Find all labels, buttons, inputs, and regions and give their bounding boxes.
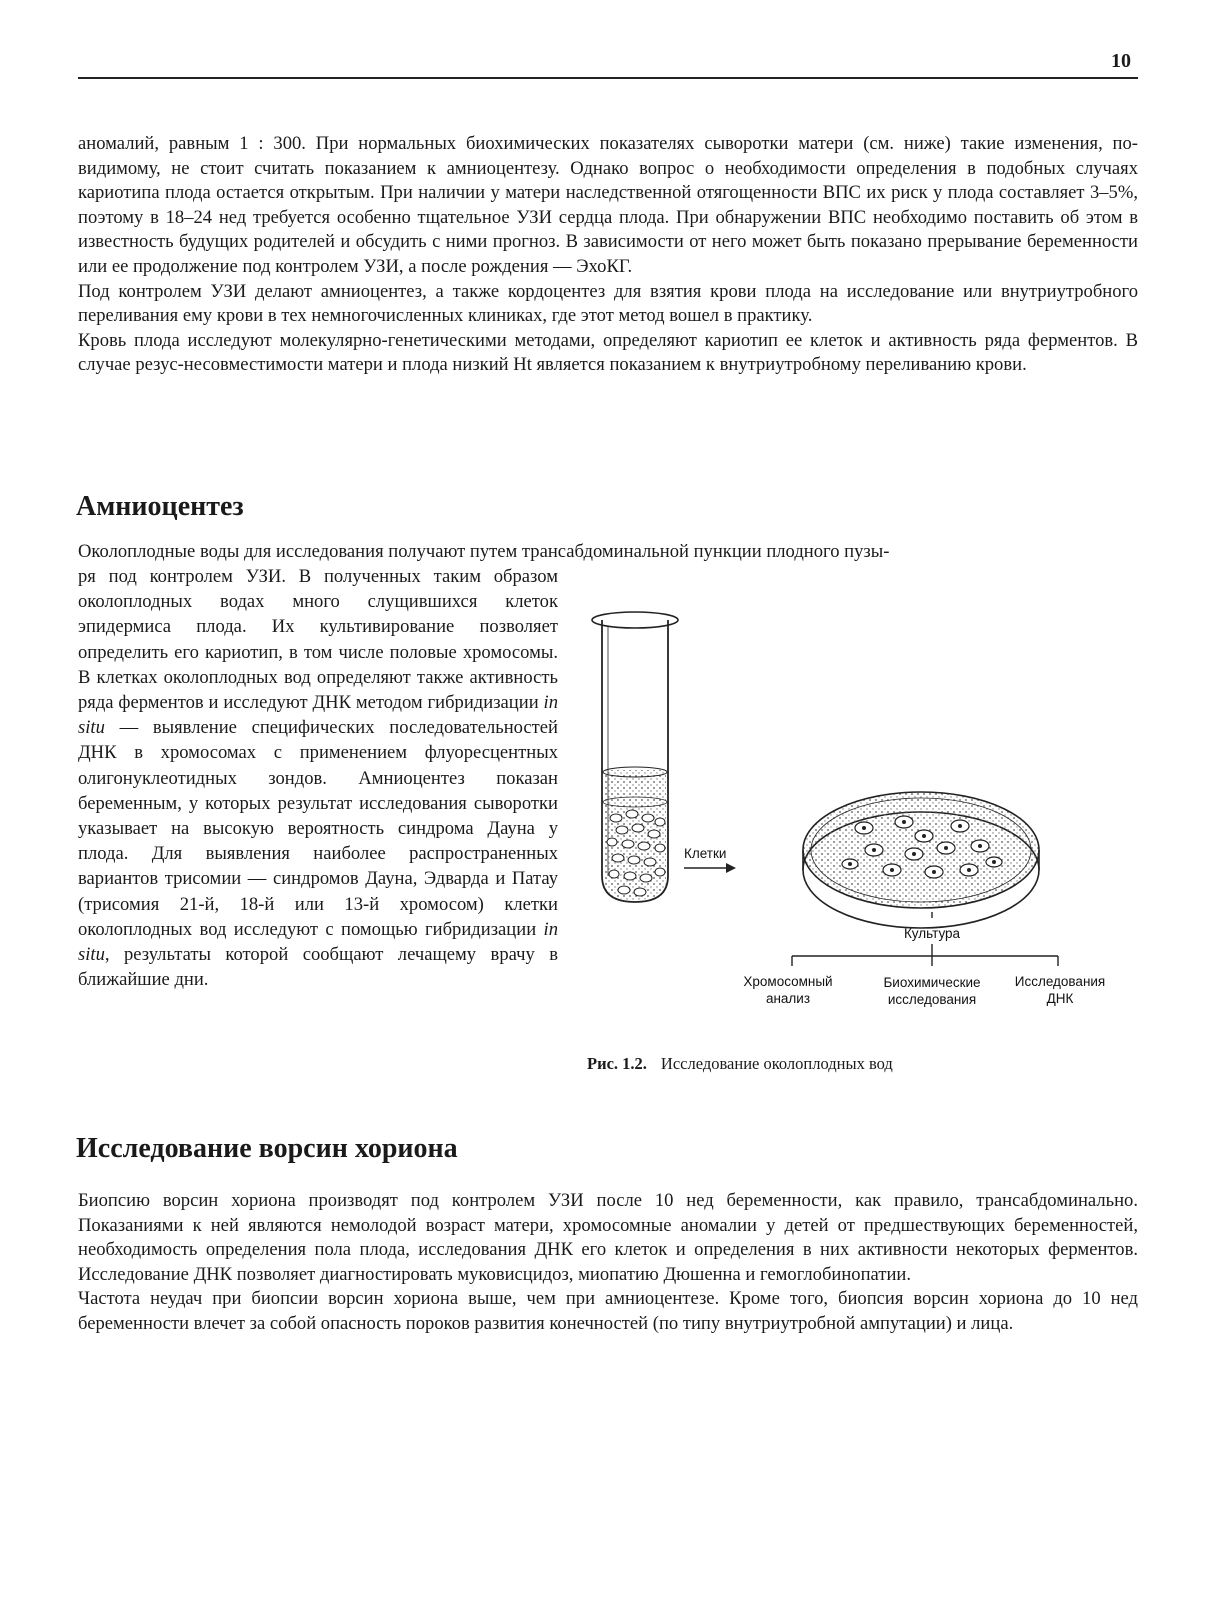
paragraph: Под контролем УЗИ делают амниоцентез, а также кордоцентез для взятия крови плода на исследование или внутриутробного переливания ему крови в тех немногочисленных клиниках, где этот метод вошел в практику. <box>78 280 1138 327</box>
header-rule <box>78 77 1138 79</box>
figure-caption-label: Рис. 1.2. <box>587 1054 647 1073</box>
amniocentesis-column-text <box>78 564 558 992</box>
branch-label-dna-line2: ДНК <box>1046 991 1074 1006</box>
page-number: 10 <box>1111 50 1131 72</box>
branch-label-chromosome-line2: анализ <box>765 991 811 1006</box>
section-heading-amniocentesis: Амниоцентез <box>76 491 244 522</box>
petri-dish-icon <box>803 792 1039 928</box>
branch-label-biochemical-line2: исследования <box>887 992 977 1007</box>
paragraph: Кровь плода исследуют молекулярно-генетическими методами, определяют кариотип ее клеток и активность ряда ферментов. В случае резус-несовместимости матери и плода низкий Ht является показанием к внутриутробному переливанию крови. <box>78 329 1138 376</box>
figure-illustration <box>574 600 1134 1020</box>
test-tube-icon <box>592 612 678 910</box>
branch-label-dna: Исследования <box>1014 974 1106 989</box>
branch-label-chromosome: Хромосомный <box>743 974 833 989</box>
figure-caption <box>587 1054 893 1074</box>
section-heading-chorion: Исследование ворсин хориона <box>76 1133 458 1164</box>
amniocentesis-first-line: Околоплодные воды для исследования получают путем трансабдоминальной пункции плодного пузы- <box>78 541 890 562</box>
figure-amniotic-fluid-study <box>574 600 1134 1020</box>
branch-connector <box>792 944 1058 966</box>
figure-caption-text: Исследование околоплодных вод <box>660 1054 893 1073</box>
branch-label-biochemical: Биохимические <box>883 975 981 990</box>
arrow-icon <box>684 863 736 873</box>
cells-label: Клетки <box>684 846 727 861</box>
in-situ-term: in situ <box>78 692 558 739</box>
text-run: — выявление специфических последовательностей ДНК в хромосомах с применением флуоресцентных олигонуклеотидных зондов. Амниоцентез показан беременным, у которых результат исследования сыворотки указывает на высокую вероятность синдрома Дауна у плода. Для выявления наиболее распространенных вариантов трисомии — синдромов Дауна, Эдварда и Патау (трисомия 21-й, 18-й или 13-й хромосом) клетки околоплодных вод исследуют с помощью гибридизации <box>78 717 558 940</box>
paragraph: аномалий, равным 1 : 300. При нормальных биохимических показателях сыворотки матери (см. ниже) такие изменения, по-видимому, не стоит считать показанием к амниоцентезу. Однако вопрос о необходимости определения в подобных случаях кариотипа плода остается открытым. При наличии у матери наследственной отягощенности ВПС их риск у плода составляет 3–5%, поэтому в 18–24 нед требуется особенно тщательное УЗИ сердца плода. При обнаружении ВПС необходимо поставить об этом в известность будущих родителей и обсудить с ними прогноз. В зависимости от него может быть показано прерывание беременности или ее продолжение под контролем УЗИ, а после рождения — ЭхоКГ. <box>78 133 1138 277</box>
paragraph: Частота неудач при биопсии ворсин хориона выше, чем при амниоцентезе. Кроме того, биопсия ворсин хориона до 10 нед беременности влечет за собой опасность пороков развития конечностей (по типу внутриутробной ампутации) и лица. <box>78 1288 1138 1334</box>
chorion-text <box>78 1189 1138 1337</box>
text-run: ря под контролем УЗИ. В полученных таким образом околоплодных водах много слущившихся клеток эпидермиса плода. Их культивирование позволяет определить его кариотип, в том числе половые хромосомы. В клетках околоплодных вод определяют также активность ряда ферментов и исследуют ДНК методом гибридизации <box>78 566 558 714</box>
culture-label: Культура <box>903 926 961 941</box>
intro-text <box>78 132 1138 378</box>
paragraph: Биопсию ворсин хориона производят под контролем УЗИ после 10 нед беременности, как правило, трансабдоминально. Показаниями к ней являются немолодой возраст матери, хромосомные аномалии у детей от предшествующих беременностей, необходимость определения пола плода, исследования ДНК его клеток и определения в них активности некоторых ферментов. Исследование ДНК позволяет диагностировать муковисцидоз, миопатию Дюшенна и гемоглобинопатии. <box>78 1190 1138 1285</box>
text-run: , результаты которой сообщают лечащему врачу в ближайшие дни. <box>78 944 558 991</box>
in-situ-term: in situ <box>78 918 558 966</box>
